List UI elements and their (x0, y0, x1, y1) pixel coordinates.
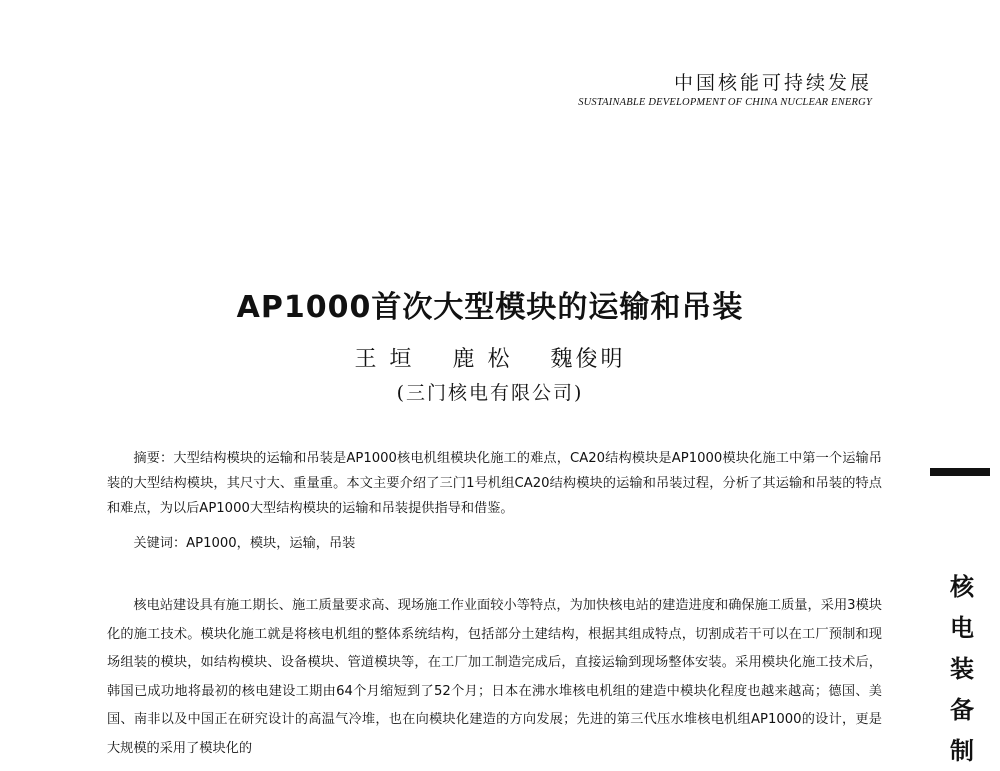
author-list (0, 342, 980, 373)
section-marker-bar (930, 468, 990, 476)
body-text (107, 592, 882, 763)
journal-header (578, 68, 872, 108)
journal-name-en: SUSTAINABLE DEVELOPMENT OF CHINA NUCLEAR ENERGY (578, 97, 872, 108)
article-title: AP1000首次大型模块的运输和吊装 (236, 290, 744, 325)
journal-name-cn: 中国核能可持续发展 (673, 72, 872, 94)
abstract (107, 446, 882, 521)
author-3: 魏俊明 (550, 347, 626, 372)
side-label-char: 电 (950, 613, 974, 642)
section-side-label (942, 566, 982, 771)
affiliation: (三门核电有限公司) (396, 382, 584, 404)
author-2: 鹿 松 (452, 347, 513, 372)
abstract-text: 摘要：大型结构模块的运输和吊装是AP1000核电机组模块化施工的难点，CA20结构模块是AP1000模块化施工中第一个运输吊装的大型结构模块，其尺寸大、重量重。本文主要介绍了三门1号机组CA20结构模块的运输和吊装过程，分析了其运输和吊装的特点和难点，为以后AP1000大型结构模块的运输和吊装提供指导和借鉴。 (107, 451, 882, 516)
side-label-char: 装 (950, 654, 974, 683)
body-paragraph: 核电站建设具有施工期长、施工质量要求高、现场施工作业面较小等特点，为加快核电站的建造进度和确保施工质量，采用3模块化的施工技术。模块化施工就是将核电机组的整体系统结构，包括部分土建结构，根据其组成特点，切割成若干可以在工厂预制和现场组装的模块，如结构模块、设备模块、管道模块等，在工厂加工制造完成后，直接运输到现场整体安装。采用模块化施工技术后，韩国已成功地将最初的核电建设工期由64个月缩短到了52个月；日本在沸水堆核电机组的建造中模块化程度也越来越高；德国、美国、南非以及中国正在研究设计的高温气冷堆，也在向模块化建造的方向发展；先进的第三代压水堆核电机组AP1000的设计，更是大规模的采用了模块化的 (107, 598, 882, 756)
side-label-char: 核 (950, 572, 974, 601)
keywords: 关键词：AP1000，模块，运输，吊装 (133, 536, 356, 551)
side-label-char: 备 (950, 695, 974, 724)
side-label-char: 制 (950, 736, 974, 765)
author-1: 王 垣 (354, 347, 415, 372)
